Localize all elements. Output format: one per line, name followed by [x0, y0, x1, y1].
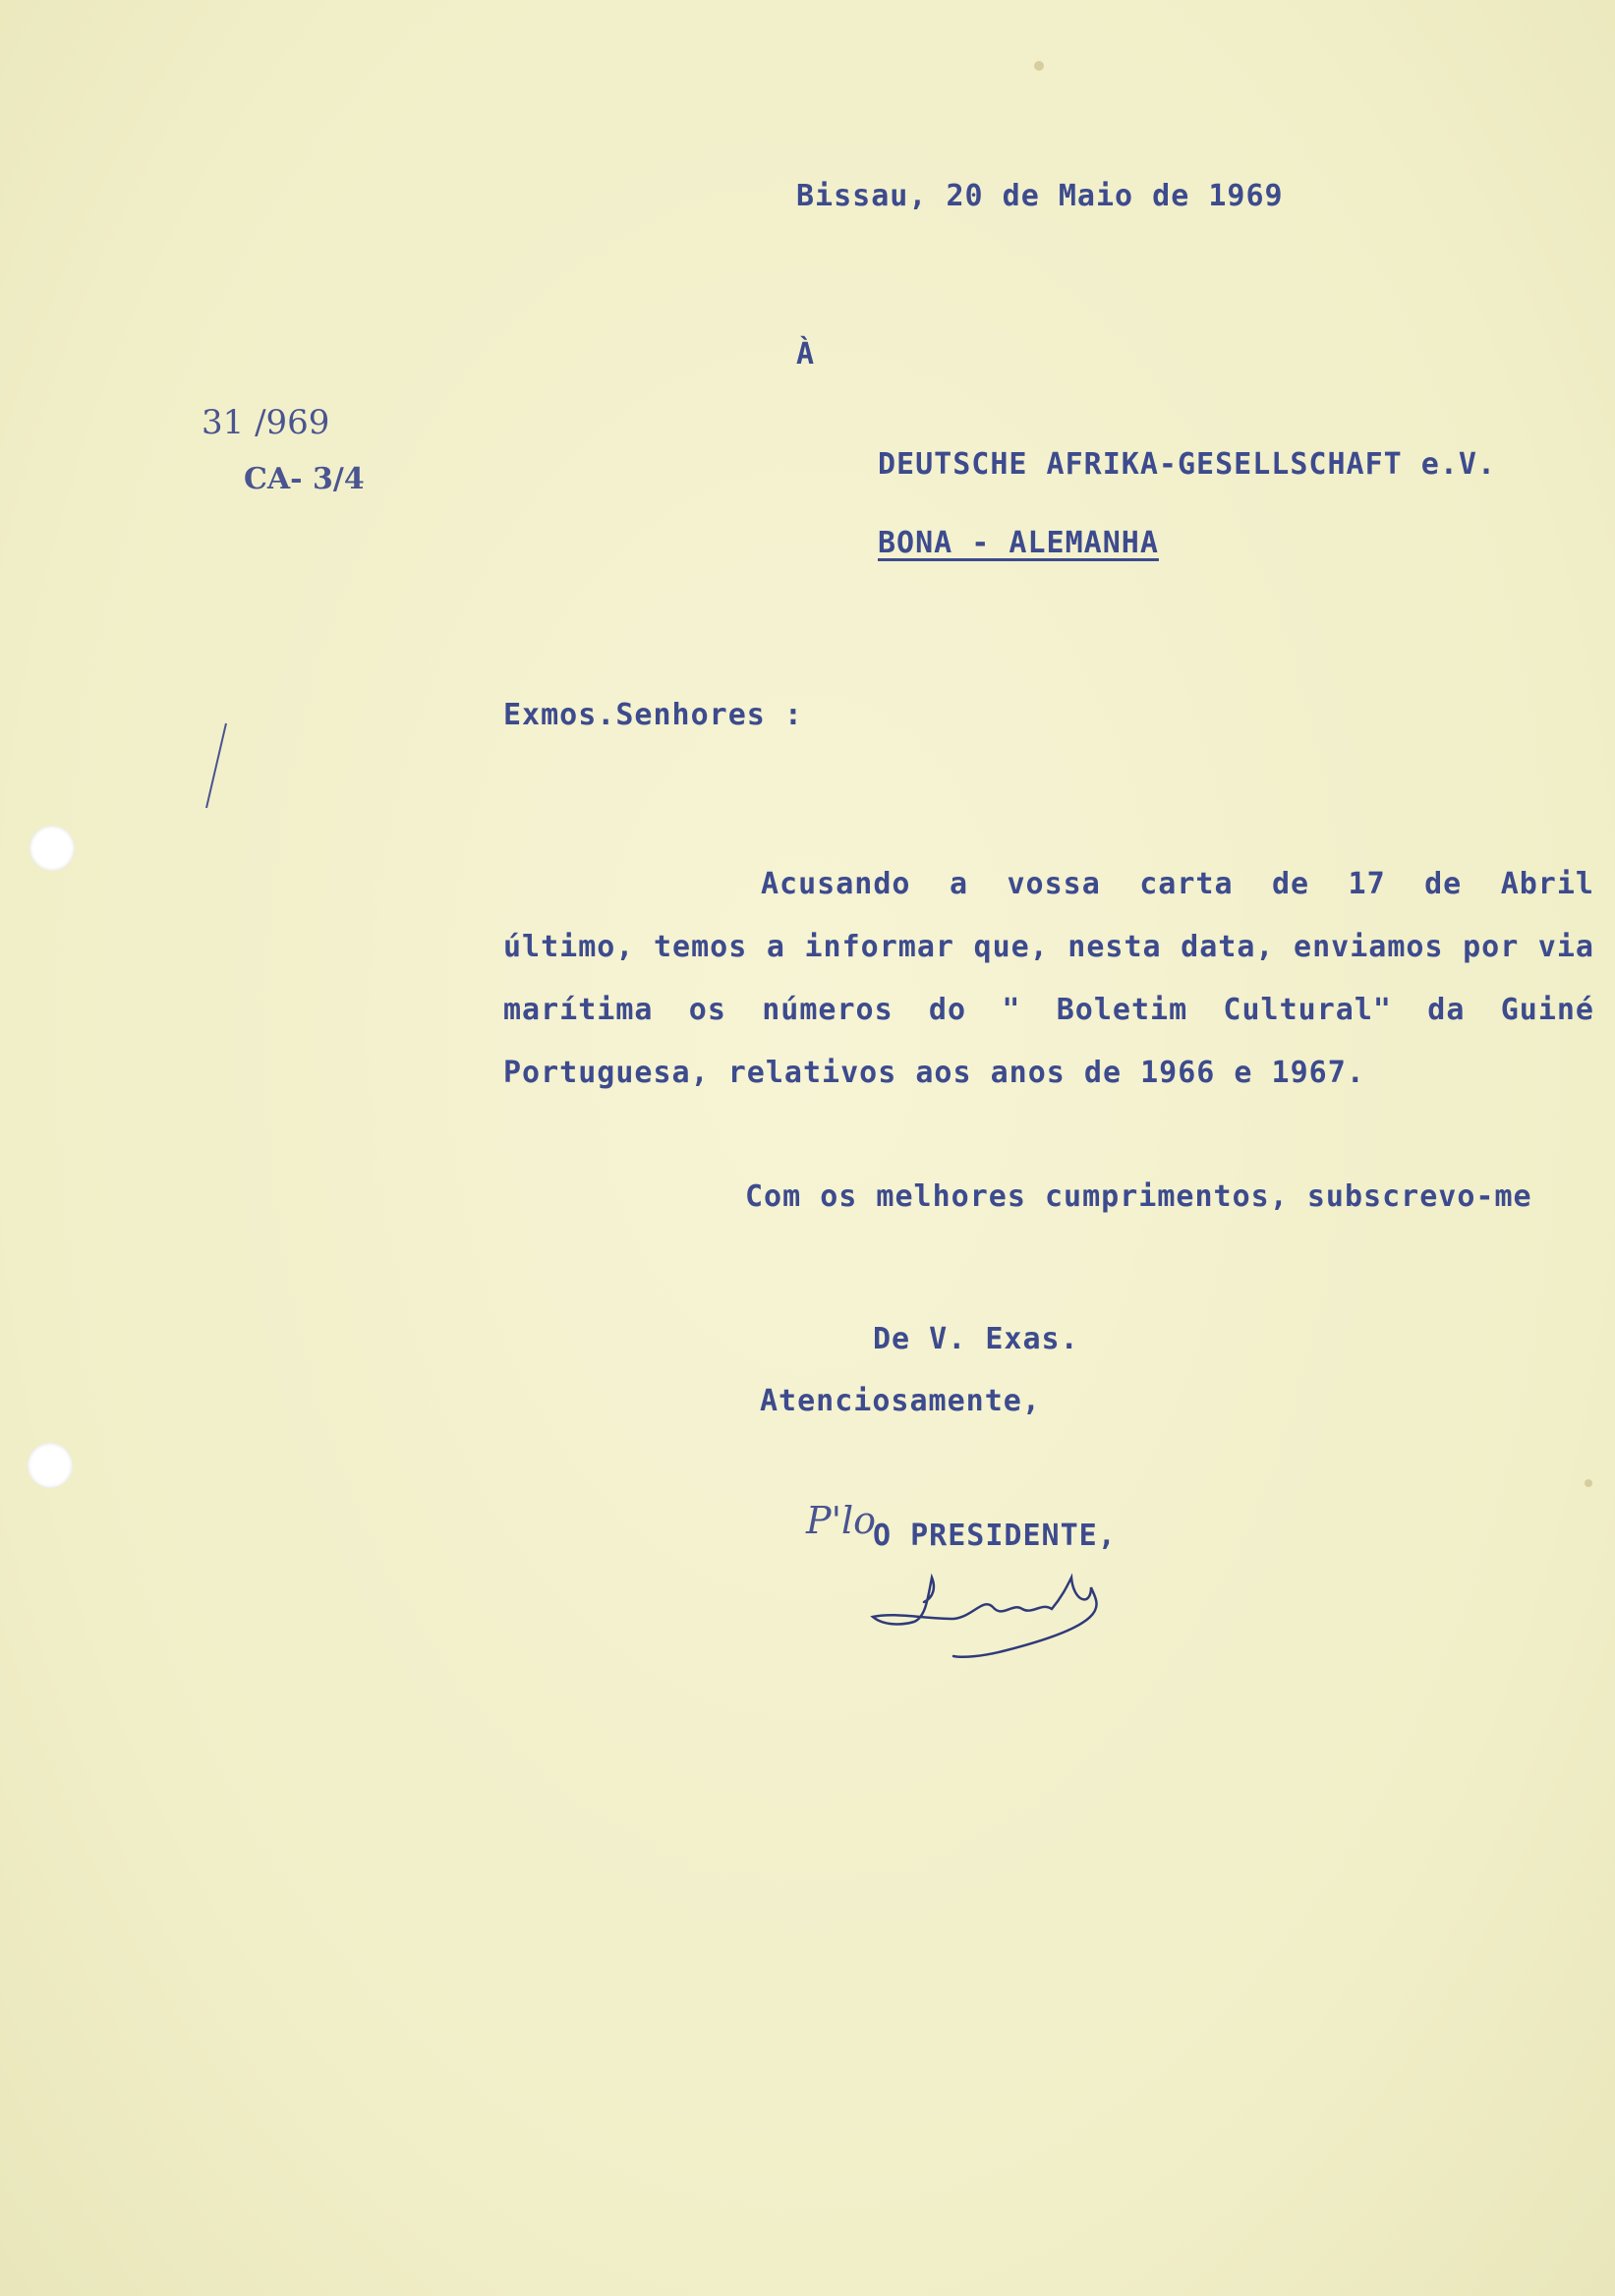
punch-hole-top: [29, 826, 75, 871]
recipient-name: DEUTSCHE AFRIKA-GESELLSCHAFT e.V.: [878, 447, 1497, 482]
signature-name: J Lenal: [963, 1580, 1068, 1615]
signature: [865, 1548, 1160, 1666]
recipient-city: BONA - ALEMANHA: [878, 526, 1159, 560]
closing-atenciosamente: Atenciosamente,: [760, 1384, 1041, 1418]
signature-title: O PRESIDENTE,: [873, 1519, 1117, 1553]
closing: Com os melhores cumprimentos, subscrevo-me: [745, 1179, 1532, 1214]
letter-body: [503, 853, 1594, 1105]
greeting: Exmos.Senhores :: [503, 698, 803, 732]
salutation-to: À: [796, 337, 816, 372]
reference-code: CA- 3/4: [244, 462, 365, 496]
body-text: Acusando a vossa carta de 17 de Abril último, temos a informar que, nesta data, enviamos por via marítima os números do " Boletim Cultural" da Guiné Portuguesa, relativos aos anos de 1966 e 1967.: [503, 867, 1594, 1090]
paper-spot: [1585, 1479, 1592, 1487]
margin-pen-mark: [197, 718, 236, 816]
punch-hole-bottom: [28, 1443, 73, 1488]
paper-spot: [1034, 61, 1044, 71]
reference-number: 31 /969: [202, 403, 330, 442]
signature-prefix: P'lo: [806, 1499, 877, 1542]
place-date: Bissau, 20 de Maio de 1969: [796, 179, 1284, 213]
closing-de-v-exas: De V. Exas.: [873, 1322, 1079, 1356]
